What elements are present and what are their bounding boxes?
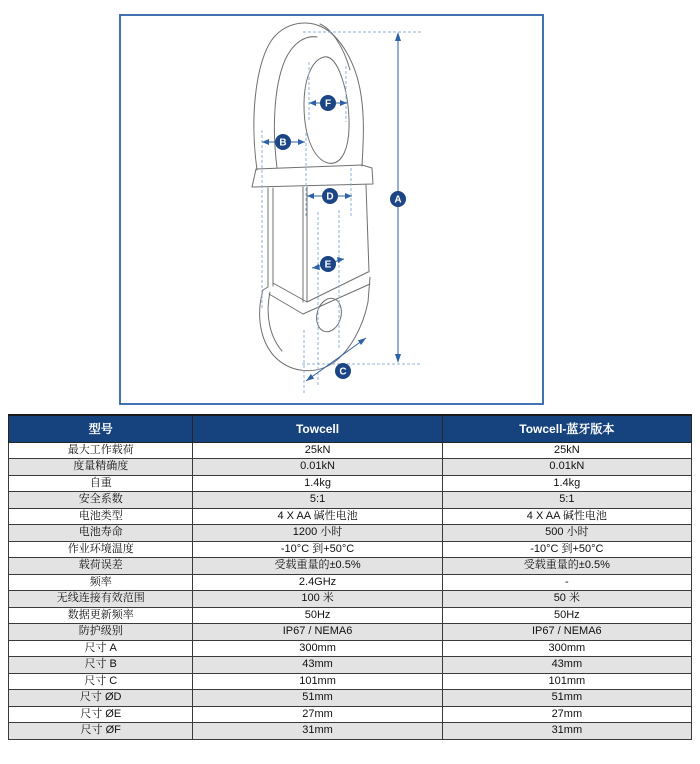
arrow-right-icon <box>298 139 305 145</box>
spec-row <box>9 558 692 575</box>
spec-table <box>8 414 692 740</box>
dimension-label-f: F <box>324 98 332 110</box>
dimension-f <box>309 95 347 111</box>
arrow-right-icon <box>337 257 344 263</box>
dimension-label-c: C <box>339 366 347 378</box>
spec-value-towcell-bluetooth: 50Hz <box>442 607 691 624</box>
spec-value-towcell-bluetooth: 31mm <box>442 723 691 740</box>
spec-row <box>9 459 692 476</box>
spec-row <box>9 475 692 492</box>
spec-value-towcell: 受载重量的±0.5% <box>193 558 442 575</box>
column-header-towcell: Towcell <box>193 415 442 442</box>
dimension-c <box>306 338 366 381</box>
spec-row <box>9 690 692 707</box>
spec-row <box>9 624 692 641</box>
spec-row-label: 无线连接有效范围 <box>9 591 193 608</box>
spec-value-towcell-bluetooth: -10°C 到+50°C <box>442 541 691 558</box>
spec-value-towcell: 1200 小时 <box>193 525 442 542</box>
column-header-towcell-bluetooth: Towcell-蓝牙版本 <box>442 415 691 442</box>
spec-value-towcell: 1.4kg <box>193 475 442 492</box>
spec-value-towcell-bluetooth: 25kN <box>442 442 691 459</box>
spec-row <box>9 657 692 674</box>
spec-value-towcell-bluetooth: 受载重量的±0.5% <box>442 558 691 575</box>
spec-value-towcell: 51mm <box>193 690 442 707</box>
spec-row-label: 电池类型 <box>9 508 193 525</box>
dimension-d <box>307 188 352 204</box>
arrow-left-icon <box>312 264 320 270</box>
spec-row <box>9 574 692 591</box>
spec-row <box>9 591 692 608</box>
spec-value-towcell-bluetooth: 500 小时 <box>442 525 691 542</box>
spec-row-label: 最大工作载荷 <box>9 442 193 459</box>
spec-row-label: 频率 <box>9 574 193 591</box>
spec-row <box>9 607 692 624</box>
spec-row-label: 数据更新频率 <box>9 607 193 624</box>
spec-row-label: 作业环境温度 <box>9 541 193 558</box>
dimension-label-d: D <box>326 191 334 203</box>
spec-row-label: 尺寸 ØD <box>9 690 193 707</box>
dimension-b <box>262 134 305 150</box>
spec-row-label: 防护级别 <box>9 624 193 641</box>
arrow-down-icon <box>395 354 401 363</box>
arrow-up-icon <box>395 32 401 41</box>
arrow-right-icon <box>340 100 347 106</box>
spec-row-label: 载荷误差 <box>9 558 193 575</box>
spec-value-towcell: 43mm <box>193 657 442 674</box>
spec-value-towcell-bluetooth: - <box>442 574 691 591</box>
spec-row-label: 尺寸 ØE <box>9 706 193 723</box>
spec-value-towcell-bluetooth: IP67 / NEMA6 <box>442 624 691 641</box>
spec-row <box>9 525 692 542</box>
spec-value-towcell: 4 X AA 碱性电池 <box>193 508 442 525</box>
spec-table-body <box>9 442 692 739</box>
spec-value-towcell: 50Hz <box>193 607 442 624</box>
spec-value-towcell: 27mm <box>193 706 442 723</box>
dimension-label-a: A <box>394 194 402 206</box>
spec-row <box>9 508 692 525</box>
spec-row <box>9 706 692 723</box>
dimension-extension-lines <box>262 32 421 393</box>
spec-value-towcell-bluetooth: 300mm <box>442 640 691 657</box>
spec-value-towcell: 31mm <box>193 723 442 740</box>
spec-value-towcell-bluetooth: 4 X AA 碱性电池 <box>442 508 691 525</box>
spec-row-label: 尺寸 ØF <box>9 723 193 740</box>
spec-row <box>9 673 692 690</box>
arrow-up-right-icon <box>358 338 366 345</box>
spec-row-label: 电池寿命 <box>9 525 193 542</box>
spec-value-towcell-bluetooth: 51mm <box>442 690 691 707</box>
spec-value-towcell: 100 米 <box>193 591 442 608</box>
spec-value-towcell: 2.4GHz <box>193 574 442 591</box>
spec-table-header-row <box>9 415 692 442</box>
spec-row <box>9 723 692 740</box>
spec-value-towcell-bluetooth: 50 米 <box>442 591 691 608</box>
dimension-label-e: E <box>324 259 332 271</box>
spec-value-towcell-bluetooth: 1.4kg <box>442 475 691 492</box>
spec-row <box>9 492 692 509</box>
spec-value-towcell-bluetooth: 0.01kN <box>442 459 691 476</box>
arrow-left-icon <box>309 100 316 106</box>
dimension-a <box>390 32 406 363</box>
spec-value-towcell: 5:1 <box>193 492 442 509</box>
spec-value-towcell: 101mm <box>193 673 442 690</box>
arrow-down-left-icon <box>306 374 314 381</box>
spec-row <box>9 442 692 459</box>
spec-value-towcell-bluetooth: 5:1 <box>442 492 691 509</box>
spec-row-label: 尺寸 C <box>9 673 193 690</box>
arrow-left-icon <box>307 193 314 199</box>
spec-value-towcell: -10°C 到+50°C <box>193 541 442 558</box>
spec-row-label: 尺寸 A <box>9 640 193 657</box>
spec-row-label: 自重 <box>9 475 193 492</box>
spec-value-towcell-bluetooth: 27mm <box>442 706 691 723</box>
spec-value-towcell: 25kN <box>193 442 442 459</box>
spec-value-towcell-bluetooth: 43mm <box>442 657 691 674</box>
spec-row-label: 度量精确度 <box>9 459 193 476</box>
spec-row-label: 尺寸 B <box>9 657 193 674</box>
arrow-left-icon <box>262 139 269 145</box>
spec-value-towcell: 300mm <box>193 640 442 657</box>
spec-value-towcell-bluetooth: 101mm <box>442 673 691 690</box>
spec-row <box>9 541 692 558</box>
column-header-model: 型号 <box>9 415 193 442</box>
spec-value-towcell: 0.01kN <box>193 459 442 476</box>
spec-row <box>9 640 692 657</box>
dimension-e <box>312 256 344 272</box>
dimension-label-b: B <box>279 137 287 149</box>
spec-value-towcell: IP67 / NEMA6 <box>193 624 442 641</box>
spec-row-label: 安全系数 <box>9 492 193 509</box>
diagram-frame <box>120 15 543 404</box>
